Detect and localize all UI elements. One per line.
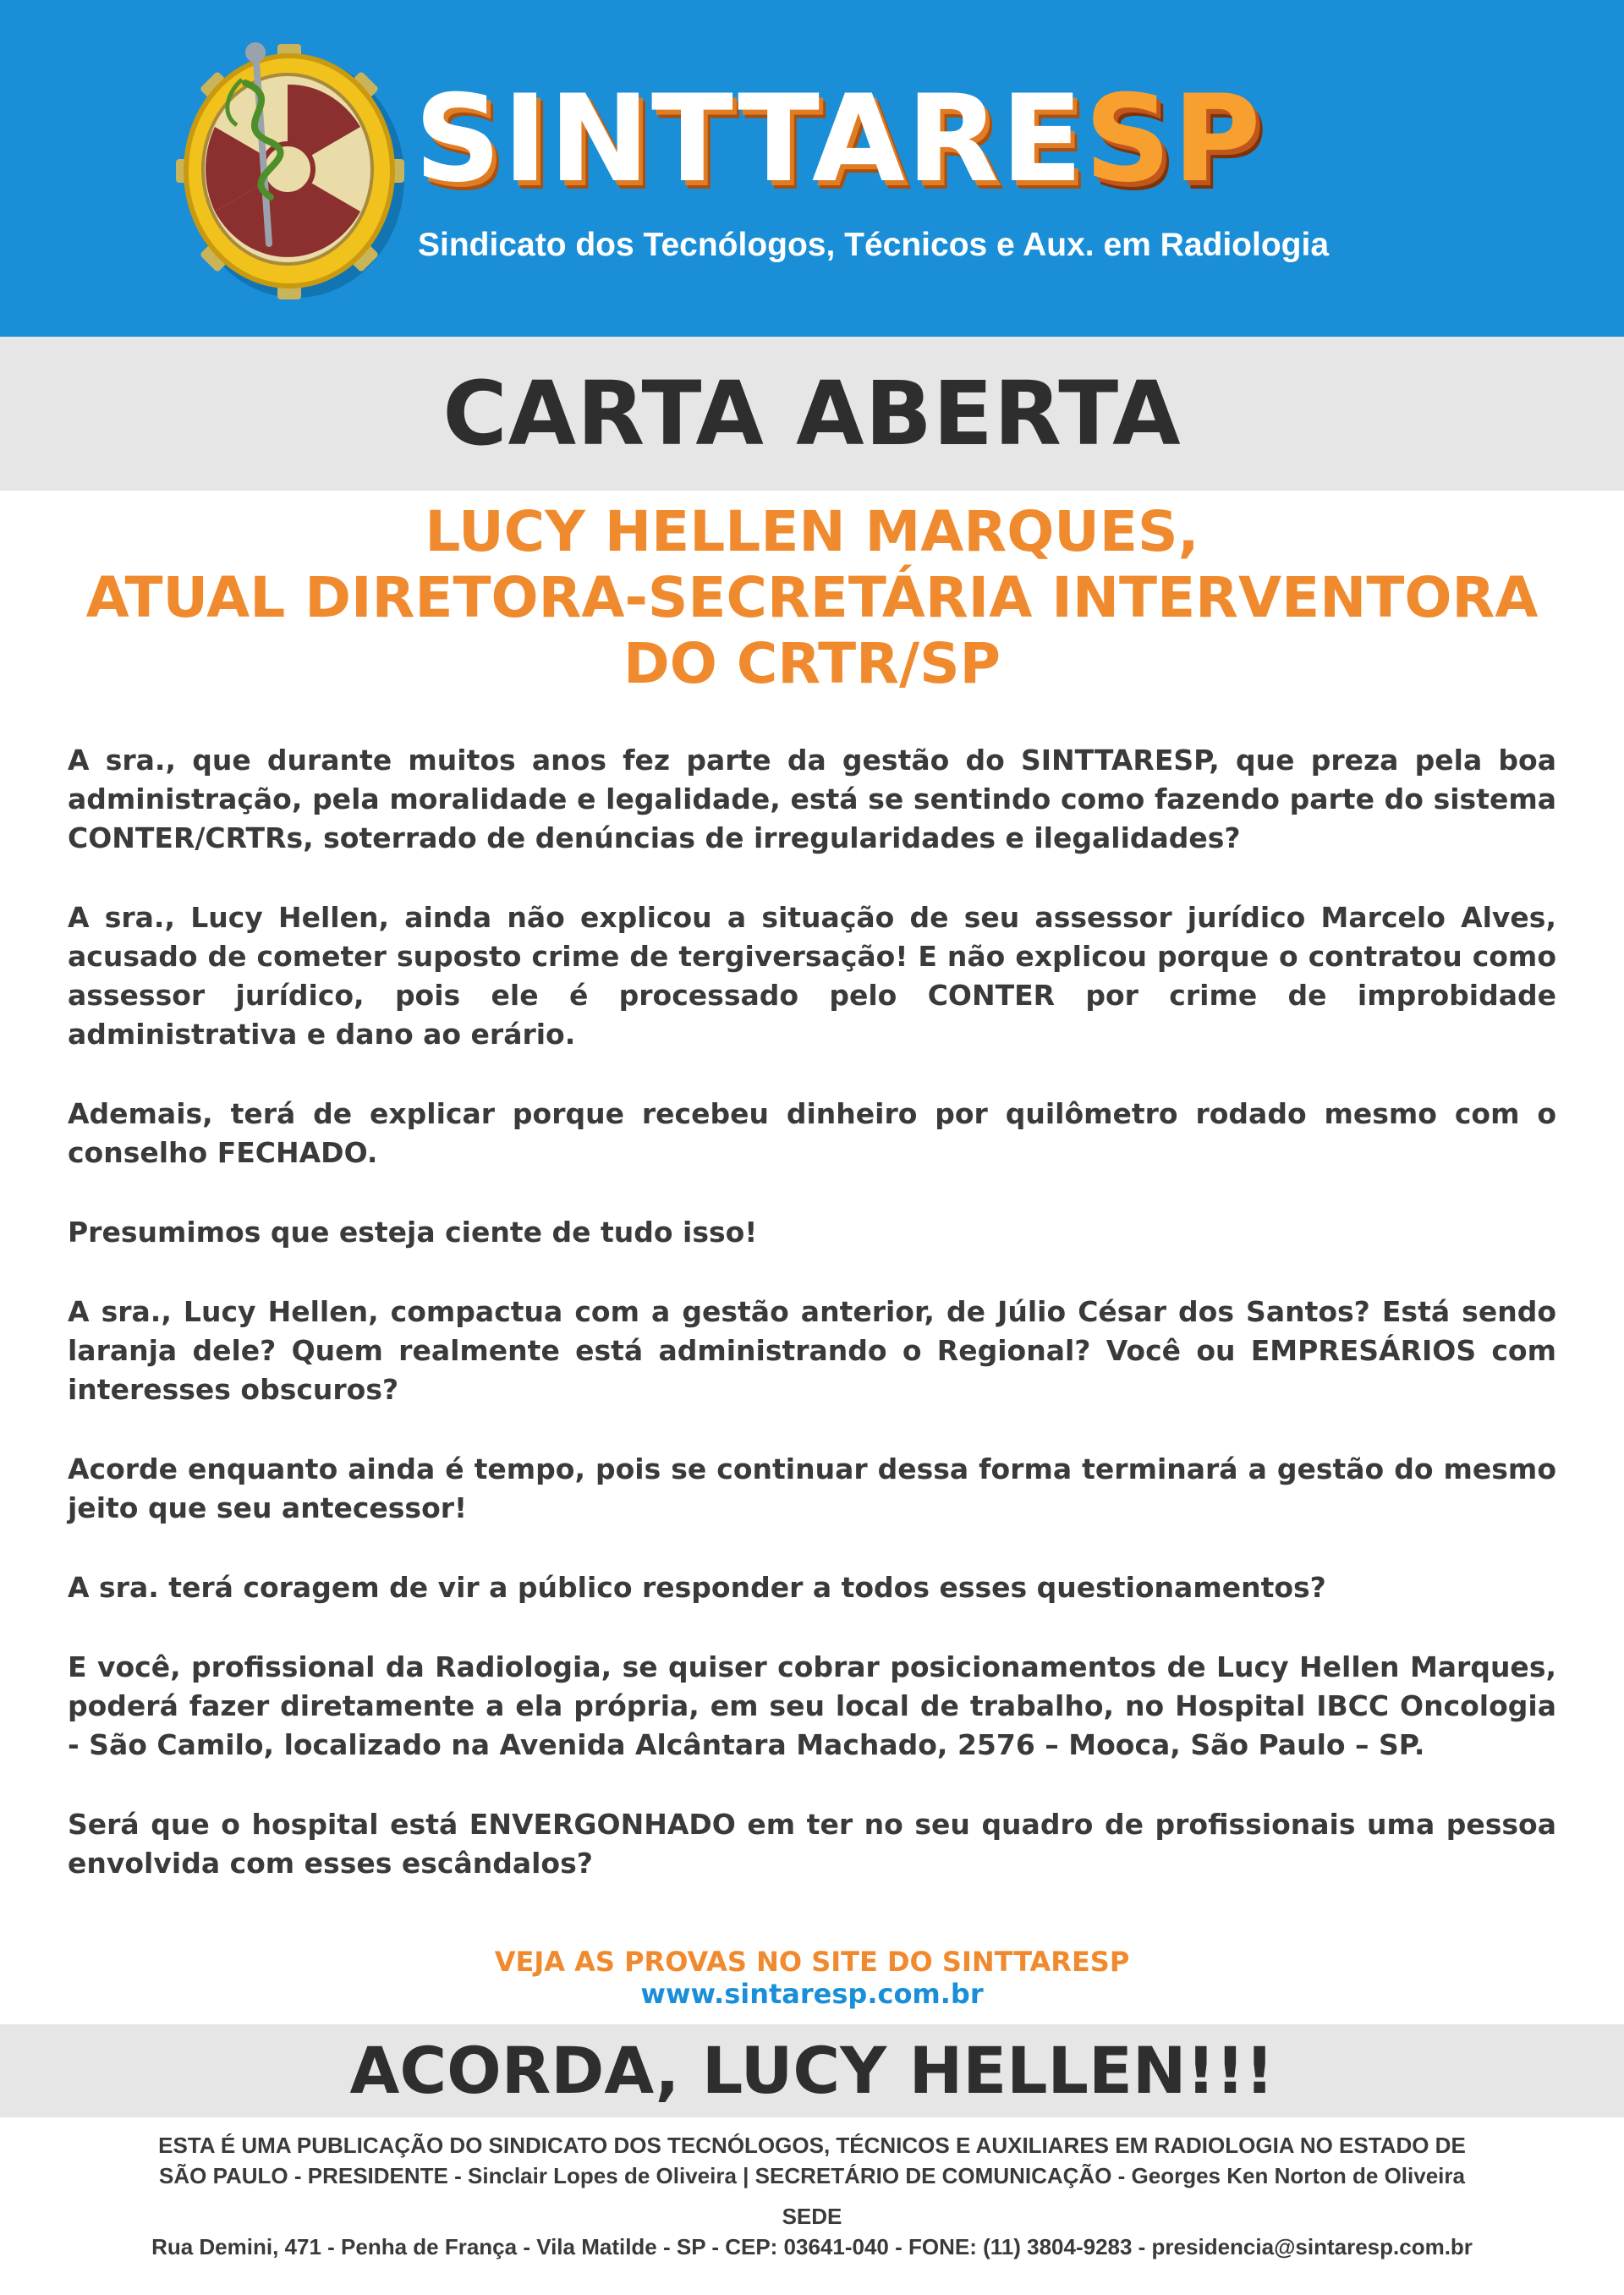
footer-line: ESTA É UMA PUBLICAÇÃO DO SINDICATO DOS TECNÓLOGOS, TÉCNICOS E AUXILIARES EM RADIOLOGIA NO ESTADO DE [158,2133,1466,2158]
addressee-line: ATUAL DIRETORA-SECRETÁRIA INTERVENTORA [85,565,1539,630]
paragraph: Ademais, terá de explicar porque recebeu dinheiro por quilômetro rodado mesmo com o conselho FECHADO. [68,1097,1556,1169]
paragraph: A sra., Lucy Hellen, ainda não explicou a situação de seu assessor jurídico Marcelo Alves, acusado de cometer suposto crime de tergiversação! E não explicou porque o contratou como assessor jurídico, pois ele é processado pelo CONTER por crime de improbidade administrativa e dano ao erário. [68,901,1556,1051]
paragraph: Presumimos que esteja ciente de tudo isso! [68,1216,758,1249]
footer-line: SÃO PAULO - PRESIDENTE - Sinclair Lopes de Oliveira | SECRETÁRIO DE COMUNICAÇÃO - Georges Ken Norton de Oliveira [159,2163,1465,2188]
page-title: CARTA ABERTA [0,337,1624,491]
call-to-action [0,1946,1624,2010]
website-link[interactable]: www.sintaresp.com.br [640,1978,984,2010]
letter-body [68,741,1556,1924]
paragraph: A sra., que durante muitos anos fez parte da gestão do SINTTARESP, que preza pela boa administração, pela moralidade e legalidade, está se sentindo como fazendo parte do sistema CONTER/CRTRs, soterrado de denúncias de irregularidades e ilegalidades? [68,744,1556,854]
brand-orange: SP [1084,69,1263,209]
paragraph: Será que o hospital está ENVERGONHADO em ter no seu quadro de profissionais uma pessoa envolvida com esses escândalos? [68,1808,1556,1880]
brand-white: SINTTARE [414,69,1085,209]
radiation-gear-logo-icon [161,32,414,303]
letter-addressee [0,499,1624,697]
paragraph: E você, profissional da Radiologia, se quiser cobrar posicionamentos de Lucy Hellen Marques, poderá fazer diretamente a ela própria, em seu local de trabalho, no Hospital IBCC Oncologia - São Camilo, localizado na Avenida Alcântara Machado, 2576 – Mooca, São Paulo – SP. [68,1650,1556,1761]
brand-subtitle: Sindicato dos Tecnólogos, Técnicos e Aux. em Radiologia [418,227,1330,263]
slogan: ACORDA, LUCY HELLEN!!! [0,2024,1624,2117]
addressee-line: LUCY HELLEN MARQUES, [425,499,1199,564]
addressee-line: DO CRTR/SP [623,631,1001,696]
sede-label: SEDE [782,2204,842,2229]
header-banner [0,0,1624,338]
paragraph: A sra. terá coragem de vir a público responder a todos esses questionamentos? [68,1571,1326,1604]
brand-logotype [414,68,1263,211]
cta-text: VEJA AS PROVAS NO SITE DO SINTTARESP [494,1946,1130,1978]
paragraph: A sra., Lucy Hellen, compactua com a gestão anterior, de Júlio César dos Santos? Está sendo laranja dele? Quem realmente está administrando o Regional? Você ou EMPRESÁRIOS com interesses obscuros? [68,1295,1556,1406]
publication-footer [51,2130,1573,2262]
paragraph: Acorde enquanto ainda é tempo, pois se continuar dessa forma terminará a gestão do mesmo jeito que seu antecessor! [68,1452,1556,1524]
footer-address: Rua Demini, 471 - Penha de França - Vila Matilde - SP - CEP: 03641-040 - FONE: (11) 3804-9283 - presidencia@sintaresp.com.br [151,2234,1473,2259]
